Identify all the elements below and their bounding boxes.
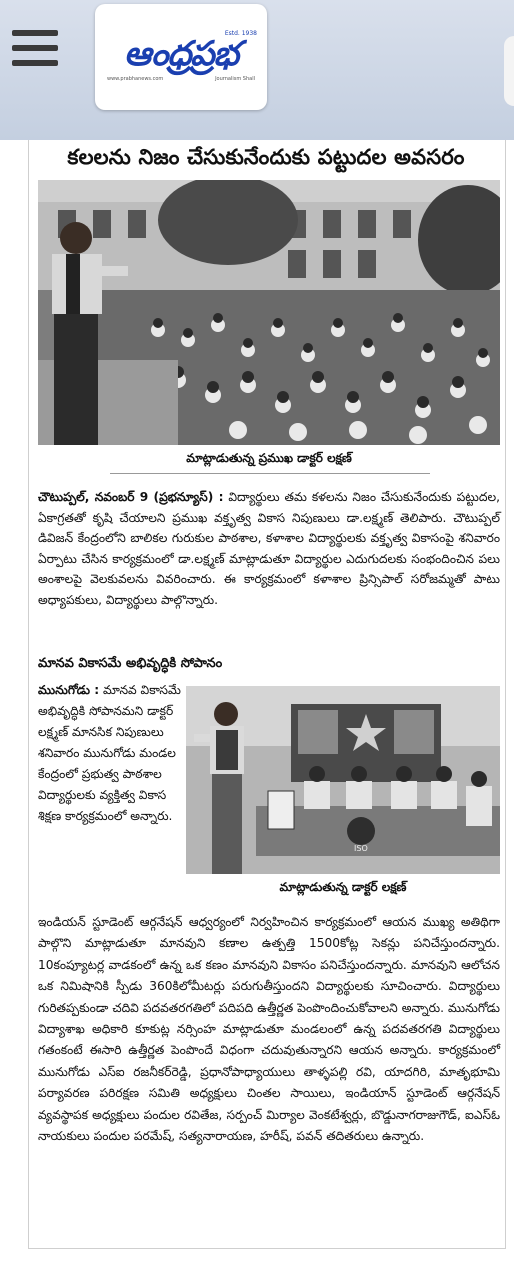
banner-text: ISO <box>354 844 368 853</box>
publication-logo[interactable] <box>95 4 267 110</box>
photo2-caption: మాట్లాడుతున్న డాక్టర్ లక్షణ్ <box>279 880 407 894</box>
place-dateline: మునుగోడు : <box>38 683 100 697</box>
article-paragraph-2: ఇండియన్ స్టూడెంట్ ఆర్గనేషన్ ఆధ్వర్యంలో నిర్వహించిన కార్యక్రమంలో ఆయన ముఖ్య అతిథిగా పాల్గొని మాట్లాడుతూ మానవుని కణాల ఉత్పత్తి 1500కోట్ల సెకన్లు పనిచేస్తుందన్నారు. 10కంప్యూటర్ల వాడకంలో ఉన్న ఒక కణం మానవుని వికాసం పనిచేస్తుందన్నారు. మానవుని ఆలోచన ఒక నిమిషానికి స్పీడు 360కిలోమీటర్లు పరుగుతీస్తుందని విద్యార్థులకు సూచించారు. విద్యార్థులు గురితప్పకుండా చదివి పదవతరగతిలో పదిపది ఉత్తీర్ణత పెంపొందించుకోవాలని అన్నారు. మునుగోడు విద్యాశాఖ అధికారి కూకుట్ల నర్సింహ మాట్లాడుతూ మండలంలో ఉన్న పదవతరగతి విద్యార్థులు గతంకంటే ఈసారి ఉత్తీర్ణత పెంపొందే విధంగా చదువుతున్నారని ఆయన అన్నారు. కార్యక్రమంలో మునుగోడు ఎస్ఐ రజనీకర్‌రెడ్డి, ప్రధానోపాధ్యాయులు తాళ్ళపల్లి రవి, యాదగిరి, మాతృభూమి పర్యావరణ పరిరక్షణ సమితి అధ్యక్షులు చింతల సాయిలు, ఇండియాన్ స్టూడెంట్ ఆర్గనేషన్ వ్యవస్థాపక అధ్యక్షులు పందుల రవితేజ, సర్పంచ్ మిర్యాల వెంకటేశ్వర్లు, బొడ్డునాగరాజుగౌడ్, ఐఎస్ఓ నాయకులు పందుల పరమేష్, సత్యనారాయణ, హరీష్, పవన్ తదితరులు ఉన్నారు. <box>38 915 500 1144</box>
logo-tagline: Journalism Shall <box>215 76 255 82</box>
article-headline: కలలను నిజం చేసుకునేందుకు పట్టుదల అవసరం <box>67 145 465 169</box>
hamburger-menu-icon[interactable] <box>12 30 58 70</box>
photo-speaker-stage <box>186 686 500 874</box>
dateline: చౌటుప్పల్, నవంబర్ 9 (ప్రభన్యూస్) : <box>38 490 224 504</box>
paragraph-1-text: విద్యార్థులు తమ కళలను నిజం చేసుకునేందుకు పట్టుదల, ఏకాగ్రతతో కృషి చేయాలని ప్రముఖ వక్తృత్వ వికాస నిపుణులు డా.లక్ష్మణ్ తెలిపారు. చౌటుప్పల్ డివిజన్ కేంద్రంలోని బాలికల గురుకుల పాఠశాల, కళాశాల విద్యార్థులకు వక్తృత్వ వికాసంపై శనివారం ఏర్పాటు చేసిన కార్యక్రమంలో డా.లక్ష్మణ్ మాట్లాడుతూ విద్యార్థుల ఎదుగుదలకు సంభందించిన పలు అంశాలపై వెలకువలను వివరించారు. ఈ కార్యక్రమంలో కళాశాల ప్రిన్సిపాల్ సరోజమ్మతో పాటు అధ్యాపకులు, విద్యార్థులు పాల్గొన్నారు. <box>38 490 500 607</box>
article-subhead: మానవ వికాసమే అభివృద్ధికి సోపానం <box>38 656 223 671</box>
photo1-caption: మాట్లాడుతున్న ప్రముఖ డాక్టర్ లక్షణ్ <box>186 451 352 465</box>
logo-established: Estd. 1938 <box>224 30 257 37</box>
article-side-column <box>38 680 186 827</box>
photo-speaker-students <box>38 180 500 445</box>
caption-divider <box>110 473 430 474</box>
logo-url: www.prabhanews.com <box>107 76 164 82</box>
article-paragraph-1 <box>38 487 500 611</box>
app-header <box>0 0 514 140</box>
logo-wordmark: ఆంధ్రప్రభ <box>123 34 239 74</box>
next-card-edge[interactable] <box>504 36 514 106</box>
side-column-text: మానవ వికాసమే అభివృద్ధికి సోపానమని డాక్టర్ లక్ష్మణ్ మానసిక నిపుణులు శనివారం మునుగోడు మండల కేంద్రంలో ప్రభుత్వ పాఠశాల విద్యార్థులకు వ్యక్తిత్వ వికాస శిక్షణ కార్యక్రమంలో అన్నారు. <box>38 683 181 823</box>
